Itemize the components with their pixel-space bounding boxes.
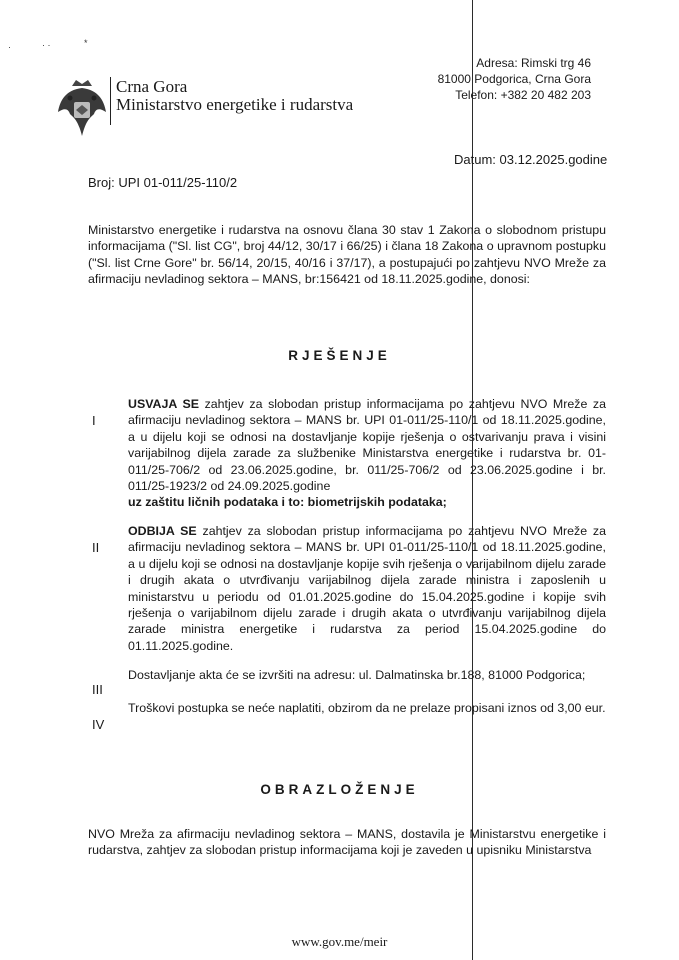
scan-speck: · · [42,40,51,50]
scan-speck: · [8,42,11,52]
header-divider [110,77,111,125]
item-lead: USVAJA SE [128,397,199,411]
item-lead: ODBIJA SE [128,524,197,538]
footer-website: www.gov.me/meir [291,934,388,949]
item-number: III [92,682,103,697]
reasoning-title: OBRAZLOŽENJE [260,782,419,797]
item-number: I [92,413,96,428]
item-number: II [92,540,100,555]
scan-speck: * [84,38,88,48]
document-date: Datum: 03.12.2025.godine [454,152,608,167]
item-text: zahtjev za slobodan pristup informacijama po zahtjevu NVO Mreže za afirmaciju nevladinog sektora – MANS br. UPI 01-011/25-110/1 od 18.11.2025.godine, a u dijelu koji se odnosi na dostavljanje kopije rješenja o ostvarivanju prava i visini varijabilnog dijela zarade za službenike Ministarstva energetike i rudarstva br. 01-011/25-706/2 od 23.06.2025.godine, br. 011/25-706/2 od 23.06.2025.godine i br. 011/25-1923/2 od 24.09.2025.godine [128,397,607,494]
decision-item-costs: Troškovi postupka se neće naplatiti, obzirom da ne prelaze propisani iznos od 3,00 eur. [128,701,606,715]
address-city: 81000 Podgorica, Crna Gora [437,72,591,86]
ministry-name: Ministarstvo energetike i rudarstva [116,95,354,114]
decision-item-approve [128,396,606,511]
item-number: IV [92,717,105,732]
decision-item-delivery: Dostavljanje akta će se izvršiti na adresu: ul. Dalmatinska br.188, 81000 Podgorica; [128,668,586,682]
item-subnote: uz zaštitu ličnih podataka i to: biometrijskih podataka; [128,495,447,510]
coat-of-arms-icon [56,78,108,140]
intro-paragraph: Ministarstvo energetike i rudarstva na osnovu člana 30 stav 1 Zakona o slobodnom pristupu informacijama ("Sl. list CG", broj 44/12, 30/17 i 66/25) i člana 18 Zakona o upravnom postupku ("Sl. list Crne Gore" br. 56/14, 20/15, 40/16 i 37/17), a postupajući po zahtjevu NVO Mreže za afirmaciju nevladinog sektora – MANS, br:156421 od 18.11.2025.godine, donosi: [88,223,606,287]
decision-title: RJEŠENJE [288,348,391,363]
phone-number: Telefon: +382 20 482 203 [455,88,591,102]
item-text: zahtjev za slobodan pristup informacijama po zahtjevu NVO Mreže za afirmaciju nevladinog sektora – MANS br. UPI 01-011/25-110/1 od 18.11.2025.godine, a u dijelu koji se odnosi na dostavljanje kopije svih rješenja o varijabilnom dijelu zarade i drugih akata o utvrđivanju varijabilnog dijela zarade ministra i zaposlenih u ministarstvu u periodu od 01.01.2025.godine do 15.04.2025.godine i kopije svih rješenja o varijabilnom dijelu zarade i drugih akata o utvrđivanju varijabilnog dijela zarade ministra energetike i rudarstva za period 15.04.2025.godine do 01.11.2025.godine. [128,524,607,653]
document-number: Broj: UPI 01-011/25-110/2 [88,175,238,190]
country-name: Crna Gora [116,77,188,96]
address-line: Adresa: Rimski trg 46 [476,56,591,70]
reasoning-paragraph: NVO Mreža za afirmaciju nevladinog sektora – MANS, dostavila je Ministarstvu energetike i rudarstva, zahtjev za slobodan pristup informacijama koji je zaveden u upisniku Ministarstva [88,827,606,858]
decision-item-reject [128,523,606,654]
